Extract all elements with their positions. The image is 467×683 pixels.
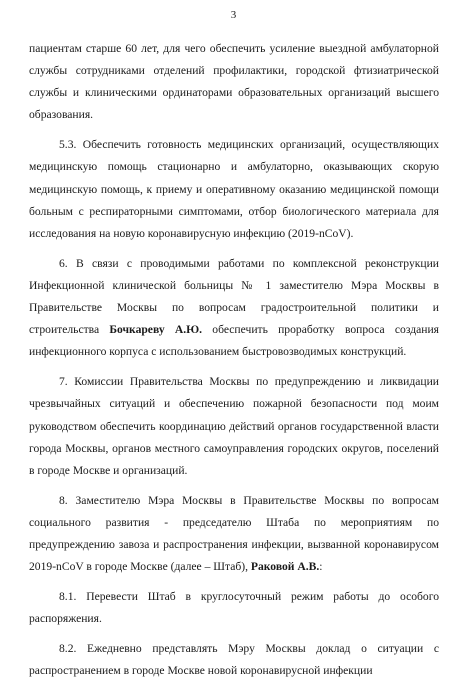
- paragraph-6: [29, 253, 439, 363]
- paragraph-8: [29, 490, 439, 578]
- paragraph-8-2: 8.2. Ежедневно представлять Мэру Москвы доклад о ситуации с распространением в городе Москве новой коронавирусной инфекции: [29, 642, 439, 678]
- page-number: 3: [230, 9, 237, 21]
- paragraph-6-text-after: обеспечить проработку вопроса создания инфекционного корпуса с использованием быстровозводимых конструкций.: [29, 323, 439, 359]
- document-body: [29, 38, 439, 683]
- paragraph-8-text-after: :: [319, 560, 323, 574]
- paragraph-continuation: пациентам старше 60 лет, для чего обеспечить усиление выездной амбулаторной службы сотрудниками отделений профилактики, городской фтизиатрической службы и клиническими ординаторами образовательных организаций высшего образования.: [29, 42, 439, 122]
- paragraph-5-3: 5.3. Обеспечить готовность медицинских организаций, осуществляющих медицинскую помощь стационарно и амбулаторно, оказывающих скорую медицинскую помощь, к приему и оперативному оказанию медицинской помощи больным с респираторными симптомами, отбор биологического материала для исследования на новую коронавирусную инфекцию (2019-nCoV).: [29, 138, 439, 240]
- paragraph-6-bold-name: Бочкареву А.Ю.: [109, 323, 203, 337]
- paragraph-8-1: 8.1. Перевести Штаб в круглосуточный режим работы до особого распоряжения.: [29, 590, 439, 626]
- paragraph-8-text-before: 8. Заместителю Мэра Москвы в Правительстве Москвы по вопросам социального развития - председателю Штаба по мероприятиям по предупреждению завоза и распространения инфекции, вызванной коронавирусом 2019-nCoV в городе Москве (далее – Штаб),: [29, 493, 439, 574]
- paragraph-8-bold-name: Раковой А.В.: [250, 560, 320, 574]
- paragraph-7: 7. Комиссии Правительства Москвы по предупреждению и ликвидации чрезвычайных ситуаций и обеспечению пожарной безопасности под моим руководством обеспечить координацию действий органов государственной власти города Москвы, органов местного самоуправления городских округов, поселений в городе Москве и организаций.: [29, 375, 439, 477]
- paragraph-6-text-before: 6. В связи с проводимыми работами по комплексной реконструкции Инфекционной клинической больницы № 1 заместителю Мэра Москвы в Правительстве Москвы по вопросам градостроительной политики и строительства: [29, 256, 439, 337]
